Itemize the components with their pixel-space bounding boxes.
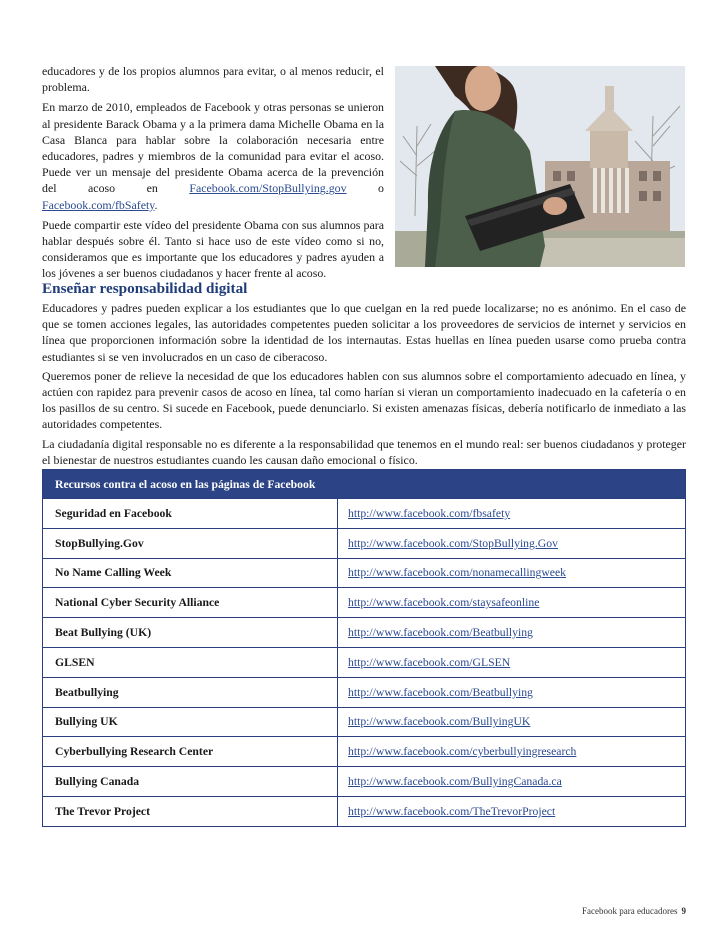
resource-name: The Trevor Project <box>43 796 338 826</box>
table-row <box>43 588 686 618</box>
table-row <box>43 528 686 558</box>
table-row <box>43 647 686 677</box>
student-campus-illustration <box>395 66 685 267</box>
resource-url-link[interactable]: http://www.facebook.com/fbsafety <box>338 499 686 529</box>
student-campus-photo <box>395 66 685 267</box>
table-row <box>43 796 686 826</box>
resource-url-link[interactable]: http://www.facebook.com/staysafeonline <box>338 588 686 618</box>
resource-url-link[interactable]: http://www.facebook.com/Beatbullying <box>338 677 686 707</box>
resource-url-link[interactable]: http://www.facebook.com/StopBullying.Gov <box>338 528 686 558</box>
section-body <box>42 300 686 468</box>
table-row <box>43 677 686 707</box>
resource-url-link[interactable]: http://www.facebook.com/GLSEN <box>338 647 686 677</box>
intro-end-text: . <box>154 197 158 212</box>
intro-paragraph-2 <box>42 99 384 212</box>
resource-name: No Name Calling Week <box>43 558 338 588</box>
table-row <box>43 618 686 648</box>
resource-url-link[interactable]: http://www.facebook.com/BullyingUK <box>338 707 686 737</box>
fbsafety-link[interactable]: Facebook.com/fbSafety <box>42 197 155 212</box>
table-row <box>43 767 686 797</box>
resource-name: Beatbullying <box>43 677 338 707</box>
resource-name: Bullying Canada <box>43 767 338 797</box>
resource-url-link[interactable]: http://www.facebook.com/cyberbullyingresearch <box>338 737 686 767</box>
table-row <box>43 558 686 588</box>
table-row <box>43 499 686 529</box>
resource-name: GLSEN <box>43 647 338 677</box>
intro-or-text: o <box>346 181 384 196</box>
intro-paragraph-3: Puede compartir este vídeo del presidente Obama con sus alumnos para hablar después sobre él. Tanto si hace uso de este vídeo como si no, consideramos que es importante que los educadores y padres ayuden a los jóvenes a ser buenos ciudadanos y hacer frente al acoso. <box>42 217 384 281</box>
resource-url-link[interactable]: http://www.facebook.com/Beatbullying <box>338 618 686 648</box>
resource-url-link[interactable]: http://www.facebook.com/TheTrevorProject <box>338 796 686 826</box>
page-number: 9 <box>681 906 686 916</box>
intro-paragraph-2-text: En marzo de 2010, empleados de Facebook y otras personas se unieron al presidente Barack Obama y a la primera dama Michelle Obama en la Casa Blanca para hablar sobre la colaboración necesaria entre educadores, padres y miembros de la comunidad para evitar el acoso. Puede ver un mensaje del presidente Obama acerca de la prevención del acoso en <box>42 100 384 196</box>
section-paragraph-3: La ciudadanía digital responsable no es diferente a la responsabilidad que tenemos en el mundo real: ser buenos ciudadanos y proteger el bienestar de nuestros estudiantes cuando les causan daño emocional o físico. <box>42 436 686 467</box>
stopbullying-link[interactable]: Facebook.com/StopBullying.gov <box>189 181 347 196</box>
resources-table <box>42 469 686 827</box>
section-heading: Enseñar responsabilidad digital <box>42 280 248 297</box>
resource-name: Seguridad en Facebook <box>43 499 338 529</box>
intro-column <box>42 63 384 282</box>
table-header-row <box>43 470 686 499</box>
resource-url-link[interactable]: http://www.facebook.com/BullyingCanada.ca <box>338 767 686 797</box>
section-paragraph-1: Educadores y padres pueden explicar a los estudiantes que lo que cuelgan en la red puede localizarse; no es anónimo. En el caso de que se tomen acciones legales, las autoridades competentes pueden solicitar a los proveedores de servicios de internet y servicios en línea que proporcionen información sobre la identidad de los internautas. Estas huellas en línea pueden usarse como prueba contra estudiantes si se ven involucrados en un caso de ciberacoso. <box>42 301 686 364</box>
page-footer <box>582 906 686 916</box>
footer-title: Facebook para educadores <box>582 906 678 916</box>
table-row <box>43 737 686 767</box>
table-row <box>43 707 686 737</box>
resource-name: StopBullying.Gov <box>43 528 338 558</box>
intro-paragraph-1: educadores y de los propios alumnos para evitar, o al menos reducir, el problema. <box>42 64 384 95</box>
resource-name: National Cyber Security Alliance <box>43 588 338 618</box>
resource-name: Beat Bullying (UK) <box>43 618 338 648</box>
resource-url-link[interactable]: http://www.facebook.com/nonamecallingweek <box>338 558 686 588</box>
resource-name: Bullying UK <box>43 707 338 737</box>
resource-name: Cyberbullying Research Center <box>43 737 338 767</box>
section-paragraph-2: Queremos poner de relieve la necesidad de que los educadores hablen con sus alumnos sobre el comportamiento adecuado en línea, y actúen con rapidez para prevenir casos de acoso en línea, tal como harían si vieran un comportamiento inadecuado en la cafetería o en los pasillos de su centro. Si sucede en Facebook, puede denunciarlo. Si existen amenazas físicas, debería notificarlo de inmediato a las autoridades competentes. <box>42 368 686 432</box>
table-header: Recursos contra el acoso en las páginas de Facebook <box>43 470 686 499</box>
